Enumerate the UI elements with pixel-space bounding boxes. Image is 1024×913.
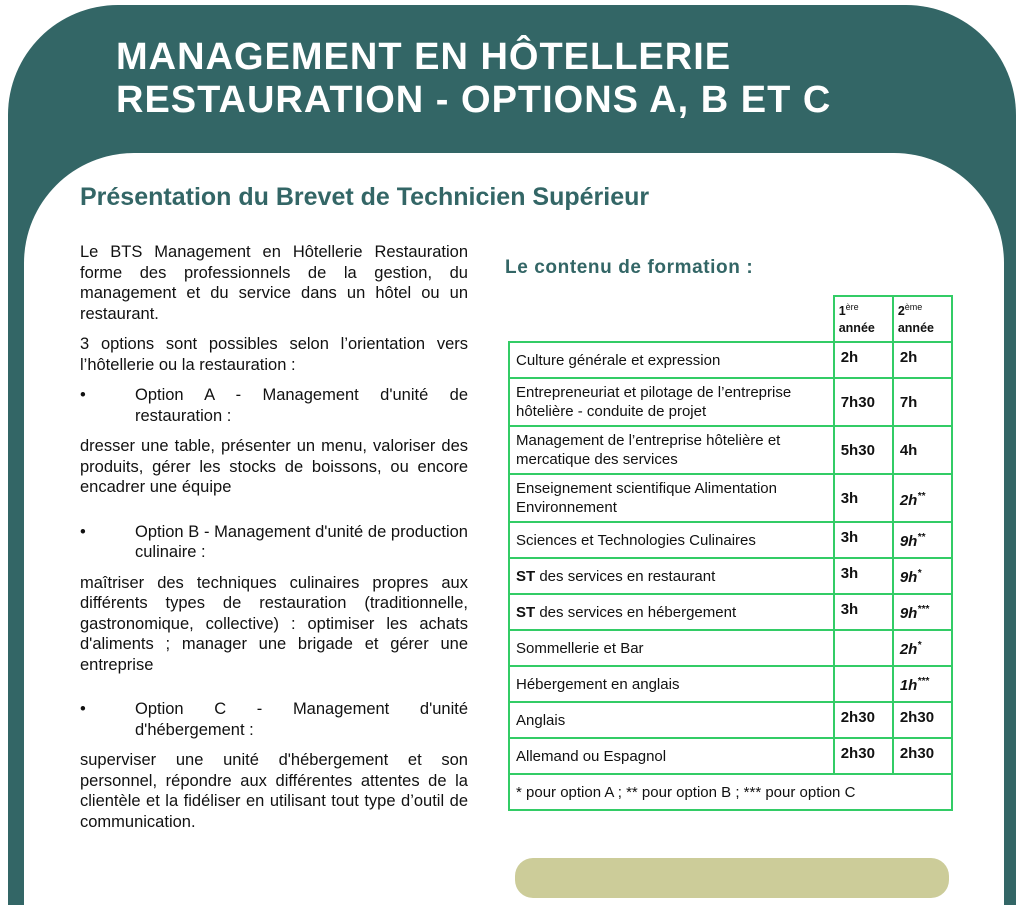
- bullet-icon: •: [80, 522, 86, 541]
- formation-title: Le contenu de formation :: [505, 257, 754, 278]
- subject-cell: Sciences et Technologies Culinaires: [509, 522, 834, 558]
- option-marker: *: [917, 640, 922, 651]
- year-2-hours: 2h: [893, 342, 952, 378]
- footnote-row: [509, 774, 952, 810]
- year-2-hours: 2h30: [893, 738, 952, 774]
- table-row: [509, 558, 952, 594]
- year-1-hours: 3h: [834, 558, 893, 594]
- table-row: [509, 594, 952, 630]
- table-header-row: [509, 296, 952, 342]
- table-row: [509, 666, 952, 702]
- year-2-hours: 1h***: [893, 666, 952, 702]
- formation-table: [508, 295, 953, 811]
- subject-cell: Culture générale et expression: [509, 342, 834, 378]
- bullet-icon: •: [80, 700, 86, 718]
- option-c-title: Option C - Management d'unité d'hébergement :: [135, 700, 468, 739]
- table-row: [509, 630, 952, 666]
- table-row: [509, 378, 952, 426]
- year-2-hours: 9h***: [893, 594, 952, 630]
- year-1-hours: [834, 666, 893, 702]
- page-title: [116, 36, 831, 122]
- year-1-hours: 2h30: [834, 702, 893, 738]
- table-row: [509, 342, 952, 378]
- year-1-hours: 5h30: [834, 426, 893, 474]
- option-b-description: maîtriser des techniques culinaires propres aux différents types de restauration (traditionnelle, gastronomique, collective) : optimiser les achats d'aliments ; manager une brigade et gérer une entreprise: [80, 573, 468, 674]
- option-c-description: superviser une unité d'hébergement et son personnel, répondre aux différentes attentes de la clientèle et la fidéliser en utilisant tout type d’outil de communication.: [80, 751, 468, 831]
- option-marker: **: [917, 491, 926, 502]
- subject-cell: Sommellerie et Bar: [509, 630, 834, 666]
- year-2-hours: 2h**: [893, 474, 952, 522]
- subject-cell: Hébergement en anglais: [509, 666, 834, 702]
- year-1-hours: [834, 630, 893, 666]
- year-2-hours: 9h*: [893, 558, 952, 594]
- option-a-item: [80, 385, 468, 426]
- year-1-hours: 3h: [834, 522, 893, 558]
- subject-cell: ST des services en restaurant: [509, 558, 834, 594]
- year-1-hours: 2h: [834, 342, 893, 378]
- year-2-hours: 4h: [893, 426, 952, 474]
- option-a-title: Option A - Management d'unité de restauration :: [135, 386, 468, 425]
- table-row: [509, 522, 952, 558]
- subject-cell: Enseignement scientifique Alimentation Environnement: [509, 474, 834, 522]
- year-2-hours: 2h*: [893, 630, 952, 666]
- year-1-hours: 3h: [834, 594, 893, 630]
- title-line-2: RESTAURATION - OPTIONS A, B ET C: [116, 79, 832, 121]
- option-a-description: dresser une table, présenter un menu, valoriser des produits, gérer les stocks de boissons, ou encore encadrer une équipe: [80, 437, 468, 496]
- subject-cell: Anglais: [509, 702, 834, 738]
- header-year-1: 1ère année: [834, 296, 893, 342]
- subject-cell: ST des services en hébergement: [509, 594, 834, 630]
- year-2-hours: 7h: [893, 378, 952, 426]
- option-b-title: Option B - Management d'unité de production culinaire :: [135, 522, 468, 561]
- khaki-panel: [515, 858, 949, 898]
- bullet-icon: •: [80, 386, 86, 404]
- presentation-text: [80, 242, 468, 842]
- year-1-hours: 2h30: [834, 738, 893, 774]
- option-marker: *: [917, 568, 922, 579]
- subject-cell: Entrepreneuriat et pilotage de l’entreprise hôtelière - conduite de projet: [509, 378, 834, 426]
- year-2-hours: 9h**: [893, 522, 952, 558]
- title-line-1: MANAGEMENT EN HÔTELLERIE: [116, 36, 732, 78]
- year-1-hours: 3h: [834, 474, 893, 522]
- option-b-item: [80, 522, 468, 563]
- header-year-2: 2ème année: [893, 296, 952, 342]
- subject-cell: Allemand ou Espagnol: [509, 738, 834, 774]
- table-row: [509, 426, 952, 474]
- year-1-hours: 7h30: [834, 378, 893, 426]
- options-intro: 3 options sont possibles selon l’orientation vers l’hôtellerie ou la restauration :: [80, 335, 468, 374]
- table-row: [509, 738, 952, 774]
- subject-cell: Management de l’entreprise hôtelière et mercatique des services: [509, 426, 834, 474]
- table-row: [509, 474, 952, 522]
- footnote: * pour option A ; ** pour option B ; *** pour option C: [509, 774, 952, 810]
- option-marker: ***: [917, 676, 930, 687]
- section-subtitle: Présentation du Brevet de Technicien Supérieur: [80, 183, 650, 211]
- table-row: [509, 702, 952, 738]
- option-marker: **: [917, 532, 926, 543]
- option-c-item: [80, 699, 468, 740]
- intro-paragraph: Le BTS Management en Hôtellerie Restauration forme des professionnels de la gestion, du management et du service dans un hôtel ou un restaurant.: [80, 243, 468, 323]
- option-marker: ***: [917, 604, 930, 615]
- year-2-hours: 2h30: [893, 702, 952, 738]
